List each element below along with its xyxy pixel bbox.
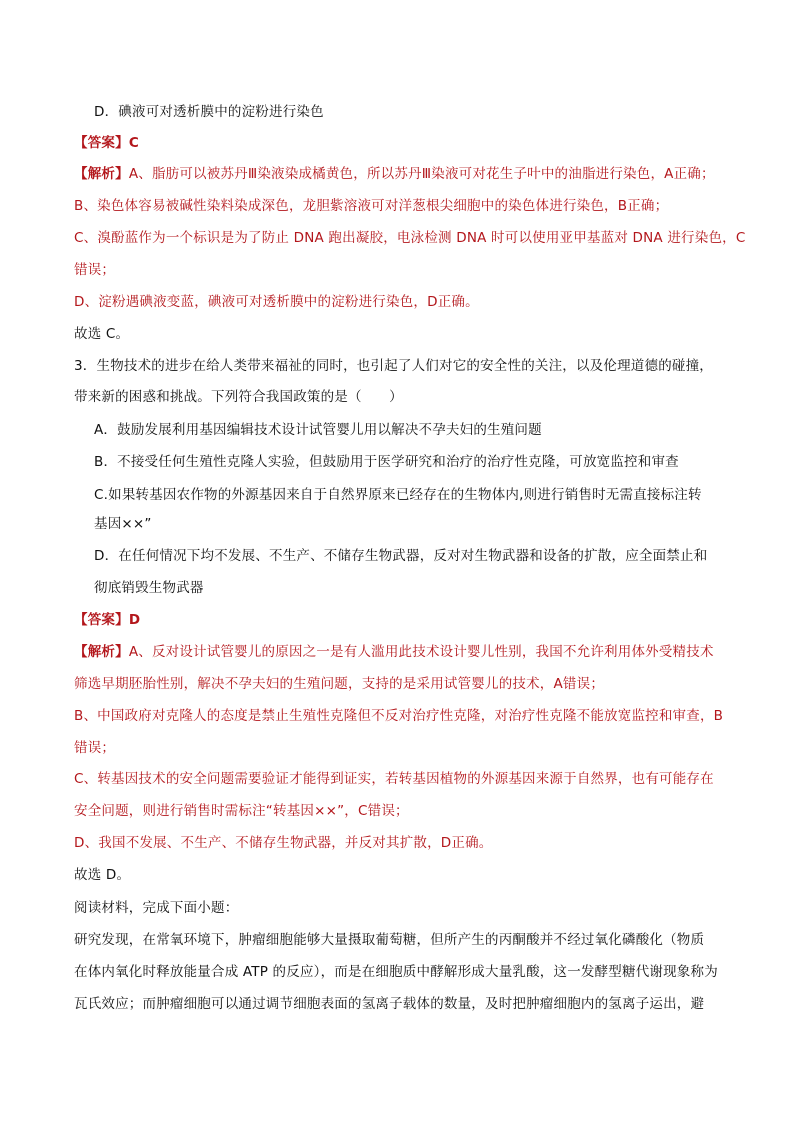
q2-analysis-line-4: 错误； <box>74 262 116 278</box>
q2-analysis-line-3: C、溴酚蓝作为一个标识是为了防止 DNA 跑出凝胶，电泳检测 DNA 时可以使用亚甲基蓝对 DNA 进行染色，C <box>74 230 746 246</box>
q2-analysis-line-1: 【解析】A、脂肪可以被苏丹Ⅲ染液染成橘黄色，所以苏丹Ⅲ染液可对花生子叶中的油脂进行染色，A正确； <box>74 166 715 182</box>
reading-line-2: 在体内氧化时释放能量合成 ATP 的反应），而是在细胞质中酵解形成大量乳酸，这一发酵型糖代谢现象称为 <box>74 964 718 980</box>
q3-analysis-line-6: 安全问题，则进行销售时需标注“转基因××”，C错误； <box>74 803 409 819</box>
q3-analysis-line-5: C、转基因技术的安全问题需要验证才能得到证实，若转基因植物的外源基因来源于自然界，也有可能存在 <box>74 771 714 787</box>
q2-analysis-line-2: B、染色体容易被碱性染料染成深色，龙胆紫溶液可对洋葱根尖细胞中的染色体进行染色，B正确； <box>74 198 669 214</box>
q3-option-c: C.如果转基因农作物的外源基因来自于自然界原来已经存在的生物体内,则进行销售时无需直接标注转 <box>94 487 702 503</box>
q2-answer-label: 【答案】 <box>74 135 129 151</box>
q3-answer-label: 【答案】 <box>74 612 129 628</box>
q3-analysis-line-7: D、我国不发展、不生产、不储存生物武器，并反对其扩散，D正确。 <box>74 835 493 851</box>
q3-analysis-line-2: 筛选早期胚胎性别，解决不孕夫妇的生殖问题，支持的是采用试管婴儿的技术，A错误； <box>74 676 605 692</box>
q3-option-b: B．不接受任何生殖性克隆人实验，但鼓励用于医学研究和治疗的治疗性克隆，可放宽监控和审查 <box>94 454 679 470</box>
reading-line-1: 研究发现，在常氧环境下，肿瘤细胞能够大量摄取葡萄糖，但所产生的丙酮酸并不经过氧化磷酸化（物质 <box>74 932 705 948</box>
q2-option-d: D．碘液可对透析膜中的淀粉进行染色 <box>94 104 324 120</box>
reading-intro: 阅读材料，完成下面小题： <box>74 900 239 916</box>
q3-stem-line-2: 带来新的困惑和挑战。下列符合我国政策的是（ ） <box>74 389 403 405</box>
q2-answer <box>74 133 139 153</box>
q3-stem-line-1: 3．生物技术的进步在给人类带来福祉的同时，也引起了人们对它的安全性的关注，以及伦理道德的碰撞， <box>74 358 713 374</box>
q2-answer-value: C <box>128 135 139 151</box>
q3-analysis-line-3: B、中国政府对克隆人的态度是禁止生殖性克隆但不反对治疗性克隆，对治疗性克隆不能放宽监控和审查，B <box>74 708 724 724</box>
q3-conclusion: 故选 D。 <box>74 867 131 883</box>
q3-option-d: D．在任何情况下均不发展、不生产、不储存生物武器，反对对生物武器和设备的扩散，应全面禁止和 <box>94 548 708 564</box>
q3-option-c-cont: 基因××” <box>94 516 152 532</box>
q2-analysis-line-5: D、淀粉遇碘液变蓝，碘液可对透析膜中的淀粉进行染色，D正确。 <box>74 294 479 310</box>
reading-line-3: 瓦氏效应；而肿瘤细胞可以通过调节细胞表面的氢离子载体的数量，及时把肿瘤细胞内的氢离子运出，避 <box>74 996 705 1012</box>
q3-option-d-cont: 彻底销毁生物武器 <box>94 580 204 596</box>
q3-analysis-label: 【解析】 <box>74 644 129 660</box>
q3-answer <box>74 610 140 630</box>
q3-analysis-line-1: 【解析】A、反对设计试管婴儿的原因之一是有人滥用此技术设计婴儿性别，我国不允许利用体外受精技术 <box>74 644 714 660</box>
q3-option-a: A．鼓励发展利用基因编辑技术设计试管婴儿用以解决不孕夫妇的生殖问题 <box>94 422 542 438</box>
q2-conclusion: 故选 C。 <box>74 326 130 342</box>
q2-analysis-label: 【解析】 <box>74 166 129 182</box>
q3-analysis-line-4: 错误； <box>74 740 116 756</box>
q3-answer-value: D <box>128 612 141 628</box>
